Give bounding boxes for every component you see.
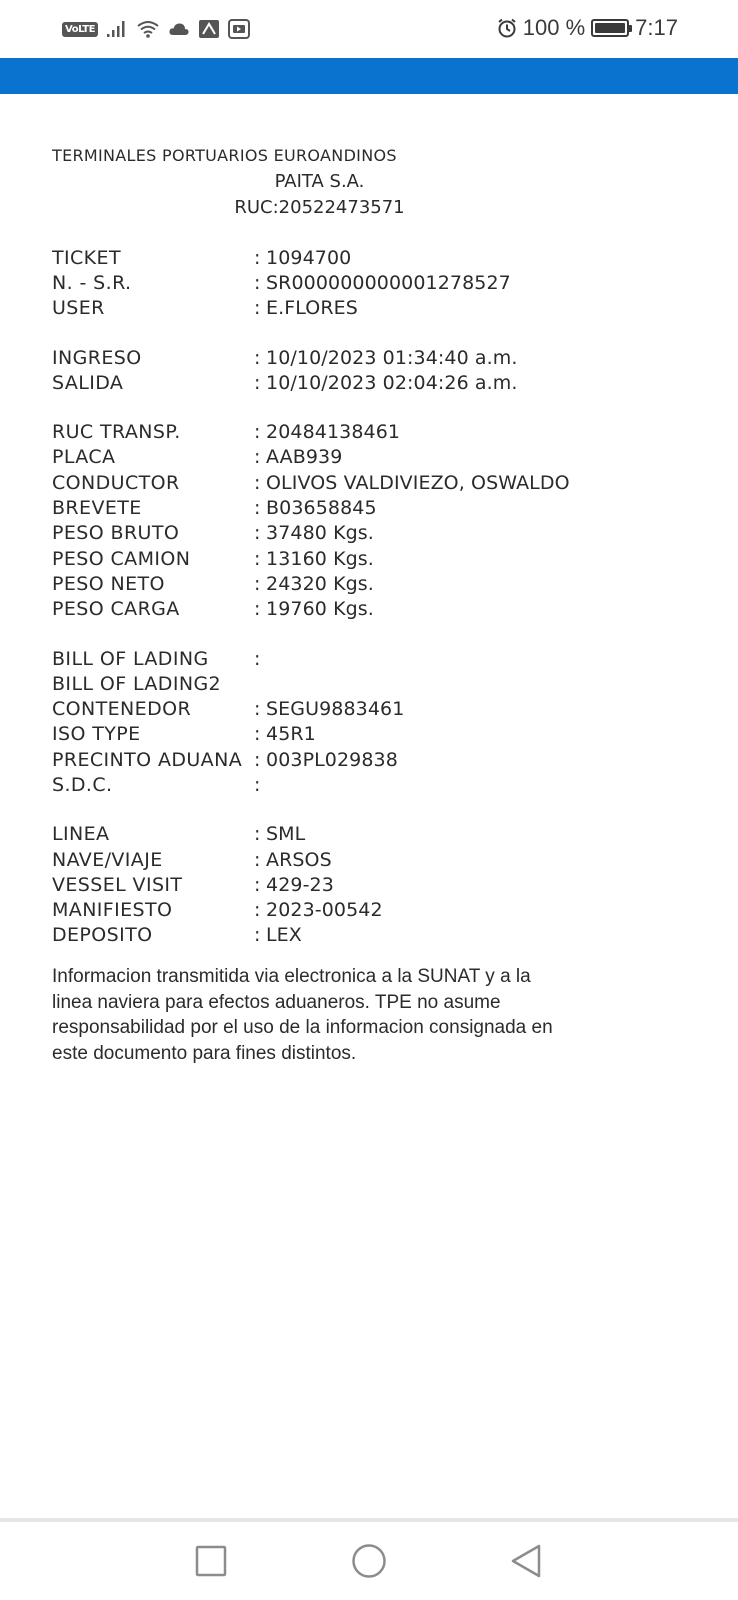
navigation-bar	[0, 1522, 738, 1600]
field-row	[52, 495, 692, 520]
field-value: 2023-00542	[266, 899, 383, 922]
circle-icon	[351, 1543, 387, 1579]
alarm-icon	[497, 18, 517, 38]
field-value: 429-23	[266, 873, 334, 896]
app-header-bar	[0, 58, 738, 94]
field-value: SEGU9883461	[266, 698, 405, 721]
field-row	[52, 521, 692, 546]
field-label: BREVETE	[52, 497, 142, 520]
field-row	[52, 571, 692, 596]
field-row	[52, 898, 692, 923]
status-right-icons	[497, 14, 678, 42]
field-separator: :	[254, 497, 261, 520]
field-label: RUC TRANSP.	[52, 421, 181, 444]
field-label: PESO BRUTO	[52, 522, 180, 545]
field-separator: :	[254, 297, 261, 320]
field-row	[52, 696, 692, 721]
field-value: 45R1	[266, 723, 316, 746]
field-row	[52, 847, 692, 872]
field-row	[52, 370, 692, 395]
field-row	[52, 270, 692, 295]
field-row	[52, 345, 692, 370]
signal-icon	[106, 20, 128, 38]
volte-icon: VoLTE	[62, 22, 98, 37]
company-ruc: RUC:20522473571	[234, 197, 405, 218]
status-left-icons	[62, 17, 250, 41]
field-label: DEPOSITO	[52, 924, 153, 947]
field-separator: :	[254, 773, 261, 796]
field-row	[52, 245, 692, 270]
field-label: USER	[52, 297, 105, 320]
field-row	[52, 772, 692, 797]
legal-notice: Informacion transmitida via electronica a la SUNAT y a la linea naviera para efectos aduaneros. TPE no asume responsabilidad por el uso de la informacion consignada en este documento para fines distintos.	[52, 966, 553, 1064]
field-value: AAB939	[266, 446, 343, 469]
wifi-icon	[136, 19, 160, 39]
field-separator: :	[254, 572, 261, 595]
field-row	[52, 822, 692, 847]
field-separator: :	[254, 723, 261, 746]
field-label: PRECINTO ADUANA	[52, 748, 243, 771]
field-separator: :	[254, 346, 261, 369]
field-row	[52, 872, 692, 897]
field-label: PESO CARGA	[52, 598, 180, 621]
field-separator: :	[254, 698, 261, 721]
field-value: LEX	[266, 924, 302, 947]
field-label: MANIFIESTO	[52, 899, 173, 922]
field-label: BILL OF LADING	[52, 647, 209, 670]
field-group	[52, 646, 692, 798]
field-row	[52, 546, 692, 571]
field-value: 1094700	[266, 246, 352, 269]
ticket-document	[52, 145, 692, 1066]
field-value: E.FLORES	[266, 297, 358, 320]
field-separator: :	[254, 547, 261, 570]
field-label: PESO CAMION	[52, 547, 191, 570]
field-row	[52, 646, 692, 671]
field-label: PESO NETO	[52, 572, 165, 595]
battery-percentage: 100 %	[522, 15, 586, 40]
field-group	[52, 822, 692, 948]
ticket-fields	[52, 245, 692, 948]
field-value: OLIVOS VALDIVIEZO, OSWALDO	[266, 471, 570, 494]
field-separator: :	[254, 522, 261, 545]
field-value: 20484138461	[266, 421, 401, 444]
field-label: LINEA	[52, 823, 110, 846]
field-label: N. - S.R.	[52, 271, 132, 294]
field-value: 10/10/2023 02:04:26 a.m.	[266, 371, 518, 394]
field-label: PLACA	[52, 446, 116, 469]
square-icon	[195, 1545, 227, 1577]
back-triangle-icon	[509, 1543, 543, 1579]
field-label: CONTENEDOR	[52, 698, 192, 721]
field-value: SR000000000001278527	[266, 271, 511, 294]
field-value: 19760 Kgs.	[266, 598, 374, 621]
field-row	[52, 470, 692, 495]
field-separator: :	[254, 446, 261, 469]
recent-apps-button[interactable]	[176, 1522, 246, 1600]
field-group	[52, 345, 692, 396]
battery-level	[595, 23, 625, 33]
field-row	[52, 445, 692, 470]
field-row	[52, 923, 692, 948]
field-value: 13160 Kgs.	[266, 547, 374, 570]
field-label: ISO TYPE	[52, 723, 141, 746]
back-button[interactable]	[491, 1522, 561, 1600]
field-value: 10/10/2023 01:34:40 a.m.	[266, 346, 518, 369]
field-label: VESSEL VISIT	[52, 873, 183, 896]
field-group	[52, 419, 692, 621]
field-label: S.D.C.	[52, 773, 113, 796]
company-name: TERMINALES PORTUARIOS EUROANDINOS	[52, 146, 397, 165]
field-label: BILL OF LADING2	[52, 672, 222, 695]
field-value: SML	[266, 823, 306, 846]
field-separator: :	[254, 421, 261, 444]
field-row	[52, 671, 692, 696]
field-label: CONDUCTOR	[52, 471, 180, 494]
field-label: TICKET	[52, 246, 121, 269]
field-separator: :	[254, 848, 261, 871]
field-row	[52, 747, 692, 772]
field-separator: :	[254, 271, 261, 294]
field-row	[52, 722, 692, 747]
gallery-icon	[198, 19, 220, 39]
field-value: 24320 Kgs.	[266, 572, 374, 595]
field-separator: :	[254, 598, 261, 621]
field-value: 003PL029838	[266, 748, 398, 771]
field-row	[52, 597, 692, 622]
field-separator: :	[254, 873, 261, 896]
clock: 7:17	[635, 15, 678, 40]
field-separator: :	[254, 471, 261, 494]
field-group	[52, 245, 692, 321]
field-separator: :	[254, 246, 261, 269]
field-separator: :	[254, 823, 261, 846]
field-value: ARSOS	[266, 848, 332, 871]
field-separator: :	[254, 899, 261, 922]
field-label: INGRESO	[52, 346, 142, 369]
field-row	[52, 419, 692, 444]
field-label: SALIDA	[52, 371, 124, 394]
field-separator: :	[254, 924, 261, 947]
cloud-icon	[168, 21, 190, 37]
battery-icon	[591, 19, 629, 37]
field-separator: :	[254, 647, 261, 670]
field-separator: :	[254, 371, 261, 394]
field-value: 37480 Kgs.	[266, 522, 374, 545]
field-row	[52, 296, 692, 321]
field-separator: :	[254, 748, 261, 771]
field-value: B03658845	[266, 497, 377, 520]
status-bar	[0, 0, 738, 58]
home-button[interactable]	[334, 1522, 404, 1600]
media-icon	[228, 19, 250, 39]
field-label: NAVE/VIAJE	[52, 848, 163, 871]
company-subname: PAITA S.A.	[274, 171, 365, 192]
